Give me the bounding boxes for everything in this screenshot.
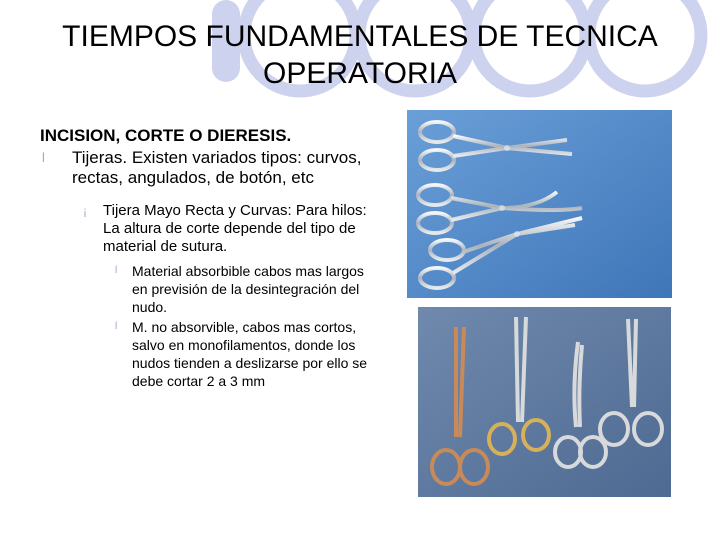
section-heading: INCISION, CORTE O DIERESIS. (40, 126, 292, 145)
scissors-photo-top (407, 110, 672, 298)
slide-title: TIEMPOS FUNDAMENTALES DE TECNICA OPERATORIA (62, 20, 658, 90)
hollow-bullet-icon: ¡ (83, 204, 87, 218)
scissors-photo-bottom (418, 307, 671, 497)
bullet-level1 (40, 148, 370, 188)
bullet-level2 (40, 202, 370, 256)
bullet-icon: l (115, 321, 118, 332)
bullet-text: Tijeras. Existen variados tipos: curvos, rectas, angulados, de botón, etc (72, 148, 362, 187)
bullet-text: Tijera Mayo Recta y Curvas: Para hilos: La altura de corte depende del tipo de material de sutura. (103, 202, 367, 255)
slide-body (40, 125, 370, 390)
bullet-level3 (40, 262, 370, 316)
bullet-icon: l (115, 265, 118, 276)
bullet-level3 (40, 318, 370, 390)
bullet-icon: l (42, 150, 45, 165)
bullet-text: M. no absorvible, cabos mas cortos, salvo en monofilamentos, donde los nudos tienden a deslizarse por ello se debe cortar 2 a 3 mm (132, 319, 368, 389)
bullet-text: Material absorbible cabos mas largos en previsión de la desintegración del nudo. (132, 263, 364, 315)
